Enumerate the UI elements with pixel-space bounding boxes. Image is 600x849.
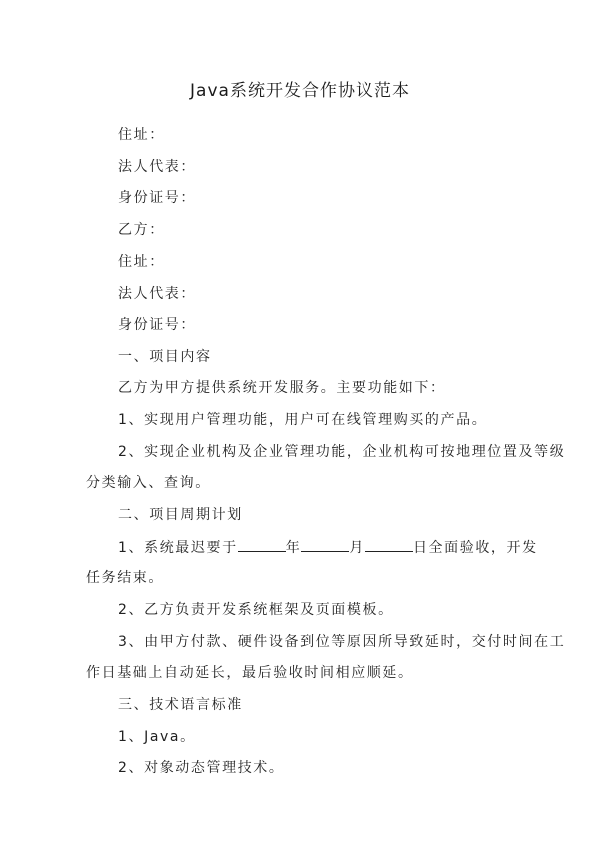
section2-item2: 2、乙方负责开发系统框架及页面模板。 — [118, 602, 394, 618]
section2-item1-year: 年 — [285, 540, 302, 556]
section2-heading: 二、项目周期计划 — [118, 507, 243, 523]
section3-item1: 1、Java。 — [118, 729, 196, 745]
section2-item1-line1 — [118, 537, 538, 558]
section3-item2: 2、对象动态管理技术。 — [118, 760, 285, 776]
day-blank — [365, 537, 413, 552]
section2-item1-line2: 任务结束。 — [86, 570, 164, 586]
party-a-id-label: 身份证号： — [118, 190, 196, 206]
year-blank — [238, 537, 286, 552]
party-b-legal-rep-label: 法人代表： — [118, 286, 196, 302]
section3-heading: 三、技术语言标准 — [118, 697, 243, 713]
party-b-id-label: 身份证号： — [118, 317, 196, 333]
section2-item1-suffix: 日全面验收，开发 — [412, 540, 538, 556]
document-title: Java系统开发合作协议范本 — [190, 81, 410, 101]
section1-intro: 乙方为甲方提供系统开发服务。主要功能如下： — [118, 380, 446, 396]
party-b-address-label: 住址： — [118, 254, 165, 270]
section2-item1-prefix: 1、系统最迟要于 — [118, 540, 238, 556]
party-a-legal-rep-label: 法人代表： — [118, 159, 196, 175]
section2-item3-line1: 3、由甲方付款、硬件设备到位等原因所导致延时，交付时间在工 — [118, 634, 566, 650]
section1-item2-line1: 2、实现企业机构及企业管理功能，企业机构可按地理位置及等级 — [118, 444, 566, 460]
party-b-label: 乙方： — [118, 222, 165, 238]
section2-item3-line2: 作日基础上自动延长，最后验收时间相应顺延。 — [86, 665, 414, 681]
section1-item2-line2: 分类输入、查询。 — [86, 475, 211, 491]
section2-item1-month: 月 — [349, 540, 365, 556]
party-a-address-label: 住址： — [118, 127, 165, 143]
month-blank — [301, 537, 349, 552]
section1-heading: 一、项目内容 — [118, 349, 212, 365]
section1-item1: 1、实现用户管理功能，用户可在线管理购买的产品。 — [118, 412, 488, 428]
